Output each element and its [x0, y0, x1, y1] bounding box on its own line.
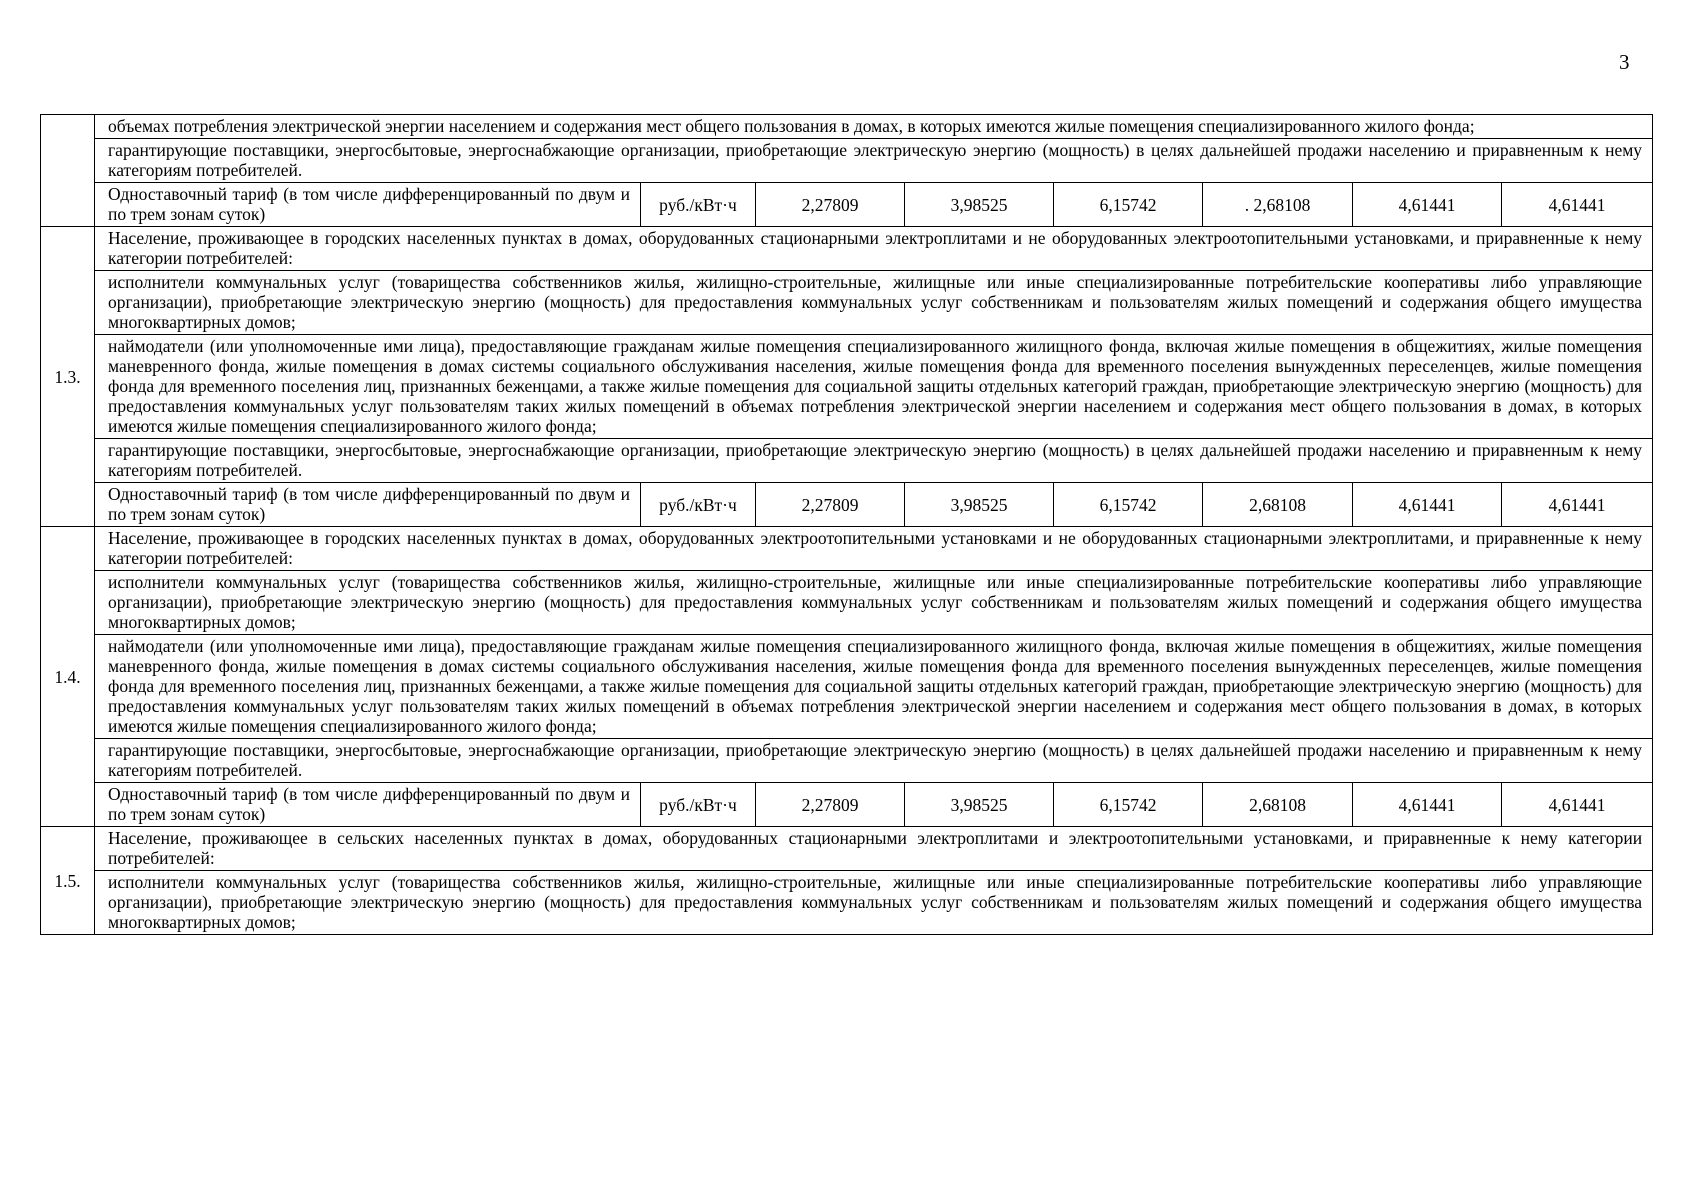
tariff-value: 2,68108: [1203, 783, 1353, 827]
tariff-value: 3,98525: [905, 783, 1054, 827]
section-number: 1.3.: [41, 227, 95, 527]
tariff-value: 4,61441: [1353, 783, 1502, 827]
table-row: [41, 739, 1653, 783]
tariff-value: 4,61441: [1502, 783, 1653, 827]
tariff-table: [40, 114, 1653, 935]
tariff-row: [41, 483, 1653, 527]
unit-cell: руб./кВт·ч: [641, 483, 756, 527]
table-row: [41, 227, 1653, 271]
category-header: Население, проживающее в городских населенных пунктах в домах, оборудованных электроотопительными установками и не оборудованных стационарными электроплитами, и приравненные к нему категории потребителей:: [95, 527, 1653, 571]
tariff-value: 3,98525: [905, 483, 1054, 527]
tariff-value: 2,68108: [1203, 483, 1353, 527]
ispolniteli-text: исполнители коммунальных услуг (товарищества собственников жилья, жилищно-строительные, жилищные или иные специализированные потребительские кооперативы либо управляющие организации), приобретающие электрическую энергию (мощность) для предоставления коммунальных услуг собственникам и пользователям жилых помещений и содержания общего имущества многоквартирных домов;: [95, 571, 1653, 635]
table-row: [41, 139, 1653, 183]
tariff-value: 2,27809: [756, 183, 905, 227]
garant-text: гарантирующие поставщики, энергосбытовые, энергоснабжающие организации, приобретающие электрическую энергию (мощность) в целях дальнейшей продажи населению и приравненным к нему категориям потребителей.: [95, 439, 1653, 483]
ispolniteli-text: исполнители коммунальных услуг (товарищества собственников жилья, жилищно-строительные, жилищные или иные специализированные потребительские кооперативы либо управляющие организации), приобретающие электрическую энергию (мощность) для предоставления коммунальных услуг собственникам и пользователям жилых помещений и содержания общего имущества многоквартирных домов;: [95, 871, 1653, 935]
naymodateli-text: наймодатели (или уполномоченные ими лица), предоставляющие гражданам жилые помещения специализированного жилищного фонда, включая жилые помещения в общежитиях, жилые помещения маневренного фонда, жилые помещения в домах системы социального обслуживания населения, жилые помещения фонда для временного поселения вынужденных переселенцев, жилые помещения фонда для временного поселения лиц, признанных беженцами, а также жилые помещения для социальной защиты отдельных категорий граждан, приобретающие электрическую энергию (мощность) для предоставления коммунальных услуг пользователям таких жилых помещений в объемах потребления электрической энергии населением и содержания мест общего пользования в домах, в которых имеются жилые помещения специализированного жилого фонда;: [95, 335, 1653, 439]
table-row: [41, 335, 1653, 439]
category-header: Население, проживающее в городских населенных пунктах в домах, оборудованных стационарными электроплитами и не оборудованных электроотопительными установками, и приравненные к нему категории потребителей:: [95, 227, 1653, 271]
table-row: [41, 527, 1653, 571]
garant-text: гарантирующие поставщики, энергосбытовые, энергоснабжающие организации, приобретающие электрическую энергию (мощность) в целях дальнейшей продажи населению и приравненным к нему категориям потребителей.: [95, 739, 1653, 783]
tariff-value: 4,61441: [1502, 483, 1653, 527]
tariff-value: 6,15742: [1054, 483, 1203, 527]
tariff-row: [41, 783, 1653, 827]
table-row: [41, 871, 1653, 935]
naymodateli-continuation: объемах потребления электрической энергии населением и содержания мест общего пользования в домах, в которых имеются жилые помещения специализированного жилого фонда;: [95, 115, 1653, 139]
page-number: 3: [1619, 50, 1630, 74]
tariff-value: 4,61441: [1353, 183, 1502, 227]
table-row: [41, 827, 1653, 871]
tariff-label: Одноставочный тариф (в том числе дифференцированный по двум и по трем зонам суток): [95, 183, 641, 227]
table-row: [41, 271, 1653, 335]
section-number-cell: [41, 115, 95, 227]
tariff-value: 3,98525: [905, 183, 1054, 227]
tariff-value: 6,15742: [1054, 183, 1203, 227]
tariff-label: Одноставочный тариф (в том числе дифференцированный по двум и по трем зонам суток): [95, 483, 641, 527]
table-row: [41, 571, 1653, 635]
tariff-value: 4,61441: [1353, 483, 1502, 527]
naymodateli-text: наймодатели (или уполномоченные ими лица), предоставляющие гражданам жилые помещения специализированного жилищного фонда, включая жилые помещения в общежитиях, жилые помещения маневренного фонда, жилые помещения в домах системы социального обслуживания населения, жилые помещения фонда для временного поселения вынужденных переселенцев, жилые помещения фонда для временного поселения лиц, признанных беженцами, а также жилые помещения для социальной защиты отдельных категорий граждан, приобретающие электрическую энергию (мощность) для предоставления коммунальных услуг пользователям таких жилых помещений в объемах потребления электрической энергии населением и содержания мест общего пользования в домах, в которых имеются жилые помещения специализированного жилого фонда;: [95, 635, 1653, 739]
section-number: 1.5.: [41, 827, 95, 935]
unit-cell: руб./кВт·ч: [641, 183, 756, 227]
unit-cell: руб./кВт·ч: [641, 783, 756, 827]
ispolniteli-text: исполнители коммунальных услуг (товарищества собственников жилья, жилищно-строительные, жилищные или иные специализированные потребительские кооперативы либо управляющие организации), приобретающие электрическую энергию (мощность) для предоставления коммунальных услуг собственникам и пользователям жилых помещений и содержания общего имущества многоквартирных домов;: [95, 271, 1653, 335]
section-number: 1.4.: [41, 527, 95, 827]
table-row: [41, 115, 1653, 139]
table-row: [41, 439, 1653, 483]
category-header: Население, проживающее в сельских населенных пунктах в домах, оборудованных стационарными электроплитами и электроотопительными установками, и приравненные к нему категории потребителей:: [95, 827, 1653, 871]
tariff-value: . 2,68108: [1203, 183, 1353, 227]
table-row: [41, 635, 1653, 739]
garant-text: гарантирующие поставщики, энергосбытовые, энергоснабжающие организации, приобретающие электрическую энергию (мощность) в целях дальнейшей продажи населению и приравненным к нему категориям потребителей.: [95, 139, 1653, 183]
tariff-label: Одноставочный тариф (в том числе дифференцированный по двум и по трем зонам суток): [95, 783, 641, 827]
tariff-row: [41, 183, 1653, 227]
tariff-value: 2,27809: [756, 483, 905, 527]
tariff-value: 6,15742: [1054, 783, 1203, 827]
tariff-value: 2,27809: [756, 783, 905, 827]
tariff-value: 4,61441: [1502, 183, 1653, 227]
